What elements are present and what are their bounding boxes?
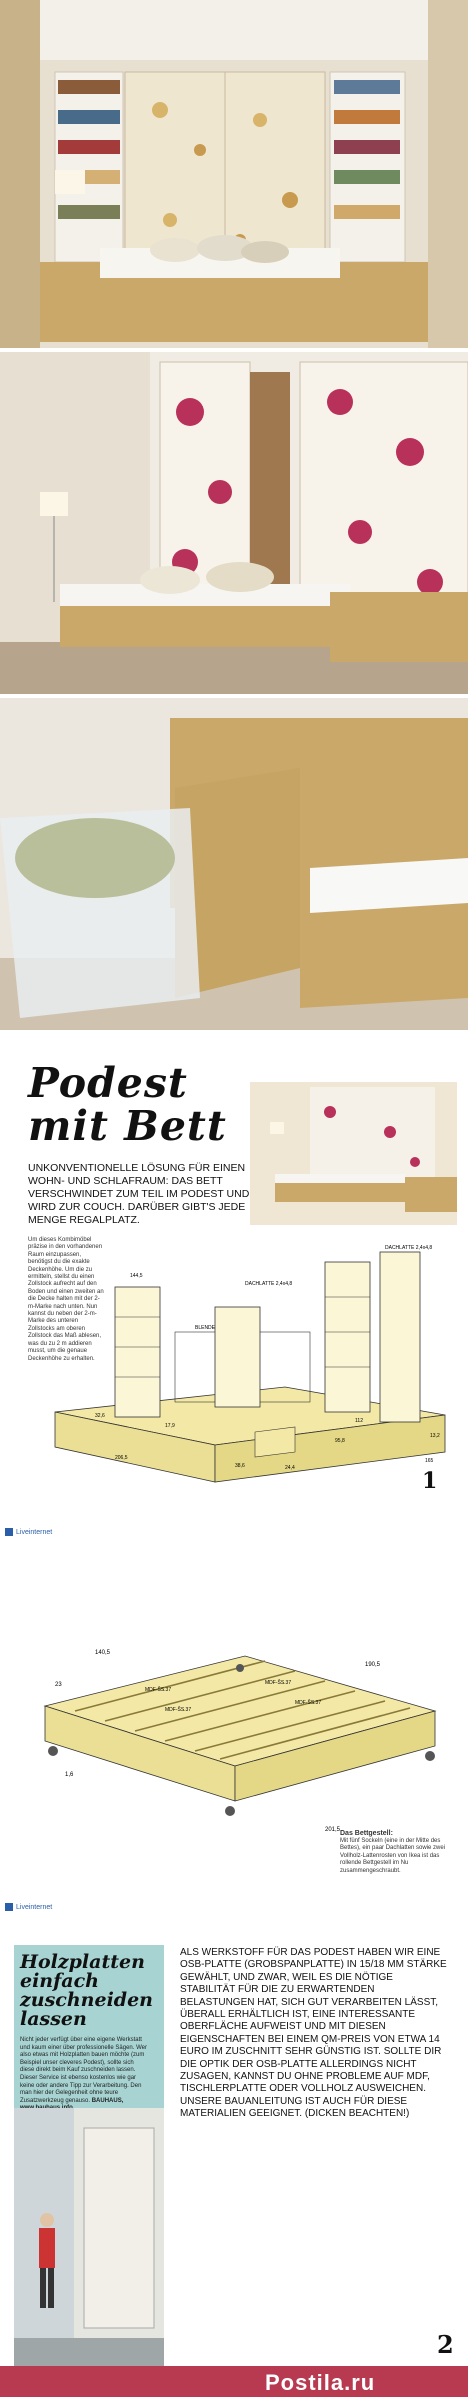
diagram2-dim-140: 140,5 xyxy=(95,1650,111,1656)
liveinternet-link-1[interactable] xyxy=(5,1528,52,1536)
diagram2-dim-190: 190,5 xyxy=(365,1662,381,1668)
diagram1-dim-95: 95,8 xyxy=(335,1438,345,1444)
diagram1-dim-13: 13,2 xyxy=(430,1433,440,1439)
diagram1-dim-206: 206,5 xyxy=(115,1455,128,1461)
diagram1-dim-144: 144,5 xyxy=(130,1273,143,1279)
diagram1-label-dachlatte-b: DACHLATTE 2,4x4,8 xyxy=(385,1245,433,1251)
diagram1-dim-112: 112 xyxy=(355,1418,363,1424)
storage-drawer-illustration xyxy=(0,698,468,1030)
diagram1-dim-38: 38,6 xyxy=(235,1463,245,1469)
postila-watermark: Postila.ru xyxy=(265,2370,376,2395)
workshop-photo xyxy=(14,2108,164,2370)
workshop-illustration xyxy=(14,2108,164,2370)
diagram1-label-blende: BLENDE xyxy=(195,1325,216,1331)
photo-storage-drawer xyxy=(0,698,468,1030)
diagram1-dim-165: 165 xyxy=(425,1458,434,1464)
diagram2-dim-201: 201,5 xyxy=(325,1827,341,1833)
page-number-1: 1 xyxy=(422,1468,438,1494)
liveinternet-label-1: Liveinternet xyxy=(16,1528,53,1536)
diagram2-label-mdf-c: MDF-ŠS.37 xyxy=(265,1680,292,1686)
bed-caption-text: Mit fünf Sockeln (eine in der Mitte des Bettes), ein paar Dachlatten sowie zwei Vollholz-Lattenrosten von Ikea ist das rollende Bettgestell im Nu zusammengeschraubt. xyxy=(340,1837,446,1874)
bed-frame-diagram xyxy=(25,1616,445,1866)
thumbnail-illustration xyxy=(250,1082,457,1225)
sidebox-body: Nicht jeder verfügt über eine eigene Werkstatt und kaum einer über professionelle Sägen. Wer also etwas mit Holzplatten bauen möchte (zum Beispiel unser cleveres Podest), sollte sich diese direkt beim Kauf zuschneiden lassen. Dieser Service ist ebenso kostenlos wie gar keine oder andere Tipp zur Verarbeitung. Den man hier der Gelegenheit ohne teure Zusatzwerkzeug genauso. xyxy=(20,2037,147,2104)
diagram1-label-dachlatte-a: DACHLATTE 2,4x4,8 xyxy=(245,1281,293,1287)
liveinternet-logo-icon xyxy=(5,1528,13,1536)
bed-extended-illustration xyxy=(0,352,468,694)
article-title xyxy=(28,1059,227,1150)
article-lead: UNKONVENTIONELLE LÖSUNG FÜR EINEN WOHN- UND SCHLAFRAUM: DAS BETT VERSCHWINDET ZUM TEIL IM PODEST UND WIRD ZUR COUCH. DARÜBER GIBT'S JEDE MENGE REGALPLATZ. xyxy=(28,1162,250,1226)
room-overview-illustration xyxy=(0,0,468,348)
sidebox-title: Holzplatten einfach zuschneiden lassen xyxy=(20,1951,153,2030)
photo-bed-extended xyxy=(0,352,468,694)
bed-caption-title: Das Bettgestell: xyxy=(340,1830,393,1837)
diagram1-dim-32: 32,6 xyxy=(95,1413,105,1419)
watermark-bar xyxy=(0,2366,468,2397)
diagram1-dim-17: 17,9 xyxy=(165,1423,175,1429)
article-thumbnail-photo xyxy=(250,1082,457,1225)
liveinternet-label-2: Liveinternet xyxy=(16,1903,53,1911)
article-body-text: ALS WERKSTOFF FÜR DAS PODEST HABEN WIR EINE OSB-PLATTE (GROBSPANPLATTE) IN 15/18 MM STÄRKE GEWÄHLT, UND ZWAR, WEIL ES DIE NÖTIGE STABILITÄT FÜR DIE ZU ERWARTENDEN BELASTUNGEN HAT, SICH GUT VERARBEITEN LÄSST, ÜBERALL ERHÄLTLICH IST, EINE INTERESSANTE OBERFLÄCHE AUFWEIST UND MIT DIESEN EIGENSCHAFTEN BEI EINEM QM-PREIS VON ETWA 14 EURO IM ZUSCHNITT SEHR GÜNSTIG IST. SOLLTE DIR DIE OPTIK DER OSB-PLATTE ALLERDINGS NICHT ZUSAGEN, KANNST DU OHNE PROBLEME AUF MDF, TISCHLERPLATTE ODER VOLLHOLZ AUSWEICHEN. UNSERE BAUANLEITUNG IST AUCH FÜR DIESE MATERIALIEN GEEIGNET. (DICKEN BEACHTEN!) xyxy=(180,1947,447,2120)
diagram2-dim-23: 23 xyxy=(55,1682,62,1688)
diagram2-label-mdf-a: MDF-ŠS.37 xyxy=(145,1687,172,1693)
title-line-1: Podest xyxy=(28,1059,188,1107)
sidebox-brand: BAUHAUS, xyxy=(91,2097,124,2104)
bed-frame-svg xyxy=(25,1616,445,1866)
sidebox-text xyxy=(20,2037,148,2113)
photo-room-overview xyxy=(0,0,468,348)
diagram2-dim-1-6: 1,6 xyxy=(65,1772,74,1778)
diagram2-label-mdf-b: MDF-ŠS.37 xyxy=(165,1707,192,1713)
liveinternet-logo-icon xyxy=(5,1903,13,1911)
title-line-2: mit Bett xyxy=(28,1102,227,1150)
diagram2-label-mdf-d: MDF-ŠS.37 xyxy=(295,1700,322,1706)
ceiling-height-note: Um dieses Kombimöbel präzise in den vorhandenen Raum einzupassen, benötigst du die exakte Deckenhöhe. Um die zu ermitteln, stellst du einen Zollstock aufrecht auf den Boden und einen zweiten an die Decke halten mit der 2-m-Marke nach unten. Nun kannst du neben der 2-m-Marke des unteren Zollstocks am oberen Zollstock das Maß ablesen, was du zu 2 m addieren musst, um die genaue Deckenhöhe zu erhalten. xyxy=(28,1237,104,1362)
diagram1-dim-24: 24,4 xyxy=(285,1465,295,1471)
bed-frame-caption xyxy=(340,1830,450,1875)
liveinternet-link-2[interactable] xyxy=(5,1903,52,1911)
page-number-2: 2 xyxy=(437,2330,454,2359)
